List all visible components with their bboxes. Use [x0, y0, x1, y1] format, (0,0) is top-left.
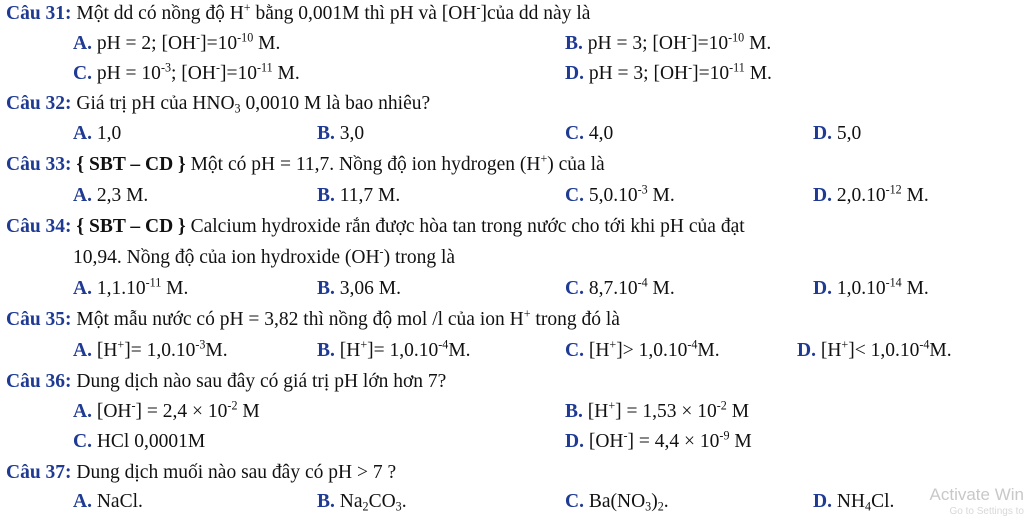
option-36-d[interactable]: D. $[OH^-] = 4,4 \times 10^{-9}$ M — [565, 428, 752, 452]
option-31-c[interactable]: C. pH = $10^{-3}$; $[OH^-]=10^{-11}$ M. — [73, 60, 300, 84]
option-32-c[interactable]: C. 4,0 — [565, 123, 614, 144]
option-36-b[interactable]: B. $[H^+] = 1,53 \times 10^{-2}$ M — [565, 398, 750, 422]
option-32-a[interactable]: A. 1,0 — [73, 123, 122, 144]
question-text: Dung dịch muối nào sau đây có pH > 7 ? — [76, 462, 397, 483]
question-number: Câu 36: — [6, 371, 72, 392]
option-31-a[interactable]: A. pH = 2; $[OH^-]=10^{-10}$ M. — [73, 30, 281, 54]
question-text: Dung dịch nào sau đây có giá trị pH lớn hơn 7? — [76, 371, 447, 392]
option-33-d[interactable]: D. $2,0.10^{-12}$ M. — [813, 182, 929, 206]
option-37-d[interactable]: D. $NH_4Cl$. — [813, 491, 895, 514]
question-34-continued: 10,94. Nồng độ của ion hydroxide (OH-) trong là — [73, 244, 456, 268]
question-number: Câu 34: — [6, 216, 72, 237]
option-33-c[interactable]: C. $5,0.10^{-3}$ M. — [565, 182, 675, 206]
question-text: Giá trị pH của $HNO_3$ 0,0010 M là bao nhiêu? — [76, 93, 431, 116]
question-number: Câu 32: — [6, 93, 72, 114]
option-35-a[interactable]: A. $[H^+]= 1,0.10^{-3}M$. — [73, 337, 228, 361]
question-32 — [6, 92, 430, 116]
option-36-a[interactable]: A. $[OH^-] = 2,4 \times 10^{-2}$ M — [73, 398, 260, 422]
question-37 — [6, 461, 396, 485]
question-text: Một dd có nồng độ H+ bằng 0,001M thì pH và [OH-]của dd này là — [76, 0, 591, 24]
option-35-b[interactable]: B. $[H^+]= 1,0.10^{-4}M$. — [317, 337, 471, 361]
option-31-b[interactable]: B. pH = 3; $[OH^-]=10^{-10}$ M. — [565, 30, 772, 54]
option-34-c[interactable]: C. $8,7.10^{-4}$ M. — [565, 275, 675, 299]
option-35-d[interactable]: D. $[H^+]< 1,0.10^{-4}M$. — [797, 337, 952, 361]
question-text: Một mẫu nước có pH = 3,82 thì nồng độ mol /l của ion H+ trong đó là — [76, 306, 620, 330]
question-number: Câu 35: — [6, 309, 72, 330]
option-32-d[interactable]: D. 5,0 — [813, 123, 862, 144]
question-34 — [6, 215, 745, 239]
question-36 — [6, 370, 446, 394]
activate-windows-watermark: Activate Win — [929, 485, 1024, 504]
option-36-c[interactable]: C. HCl 0,0001M — [73, 431, 206, 452]
option-37-c[interactable]: C. $Ba(NO_3)_2$. — [565, 491, 669, 514]
option-33-b[interactable]: B. 11,7 M. — [317, 185, 401, 206]
option-34-a[interactable]: A. $1,1.10^{-11}$ M. — [73, 275, 189, 299]
option-35-c[interactable]: C. $[H^+]> 1,0.10^{-4}M$. — [565, 337, 720, 361]
question-number: Câu 33: — [6, 154, 72, 175]
question-35 — [6, 308, 620, 332]
question-number: Câu 37: — [6, 462, 72, 483]
question-33 — [6, 153, 605, 177]
option-33-a[interactable]: A. 2,3 M. — [73, 185, 149, 206]
option-34-d[interactable]: D. $1,0.10^{-14}$ M. — [813, 275, 929, 299]
question-tag: { SBT – CD } — [76, 154, 186, 175]
activate-windows-subtext: Go to Settings to — [949, 506, 1024, 517]
question-tag: { SBT – CD } — [76, 216, 186, 237]
question-number: Câu 31: — [6, 3, 72, 24]
option-37-b[interactable]: B. $Na_2CO_3$. — [317, 491, 407, 514]
question-31 — [6, 2, 590, 26]
option-34-b[interactable]: B. 3,06 M. — [317, 278, 401, 299]
question-text: Calcium hydroxide rắn được hòa tan trong nước cho tới khi pH của đạt — [190, 216, 745, 237]
question-text: Một có pH = 11,7. Nồng độ ion hydrogen (H+) của là — [190, 151, 605, 175]
option-32-b[interactable]: B. 3,0 — [317, 123, 365, 144]
option-37-a[interactable]: A. NaCl. — [73, 491, 143, 512]
option-31-d[interactable]: D. pH = 3; $[OH^-]=10^{-11}$ M. — [565, 60, 772, 84]
